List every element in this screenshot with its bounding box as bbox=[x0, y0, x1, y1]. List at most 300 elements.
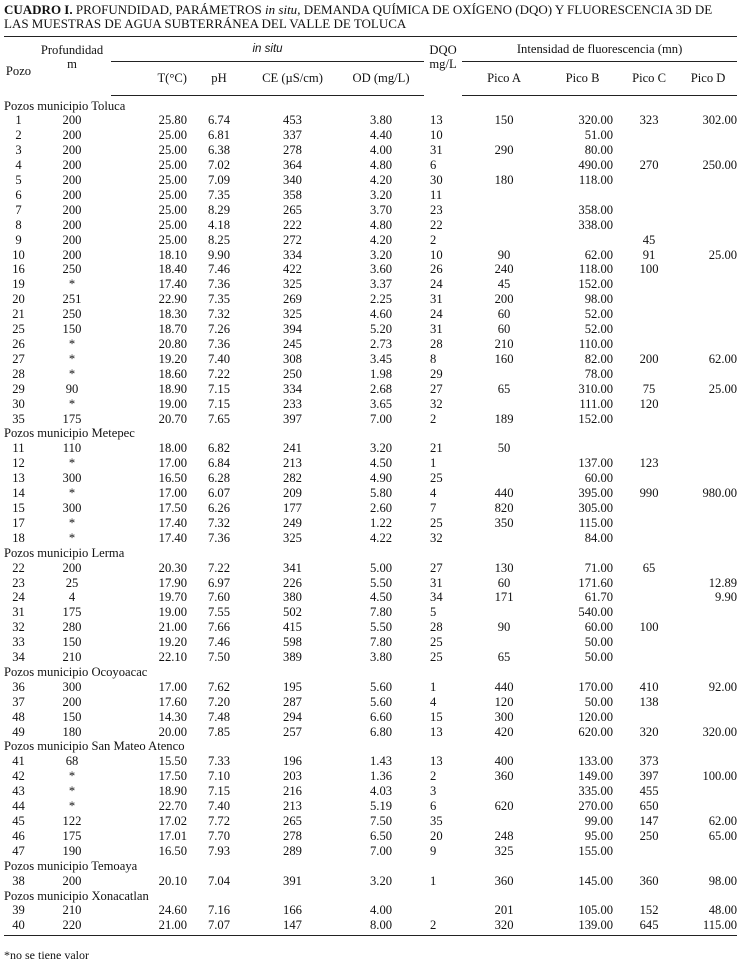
cell-dqo: 2 bbox=[430, 232, 437, 247]
cell-ph: 7.46 bbox=[207, 635, 231, 650]
cell-od: 7.80 bbox=[370, 605, 393, 620]
table-row bbox=[4, 337, 737, 352]
cell-pico-b: 50.00 bbox=[584, 694, 614, 709]
cell-pozo: 45 bbox=[12, 814, 25, 828]
cell-profundidad: 200 bbox=[62, 173, 82, 188]
cell-od: 3.70 bbox=[370, 202, 393, 217]
caption-text-after: , DEMANDA QUÍMICA DE OXÍGENO (DQO) Y FLUORESCENCIA 3D DE LAS MUESTRAS DE AGUA SUBTERRÁNEA DEL VALLE DE TOLUCA bbox=[4, 2, 713, 31]
cell-ce: 308 bbox=[283, 351, 302, 366]
cell-temperature: 17.00 bbox=[158, 456, 187, 471]
cell-dqo: 2 bbox=[430, 918, 437, 933]
cell-pico-a: 60 bbox=[497, 322, 511, 337]
table-row bbox=[4, 903, 737, 918]
cell-pico-b: 338.00 bbox=[578, 217, 614, 232]
cell-pico-c bbox=[619, 412, 679, 427]
header-pico-a: Pico A bbox=[462, 62, 546, 96]
table-body bbox=[4, 99, 737, 934]
cell-pozo: 31 bbox=[12, 605, 25, 620]
cell-pico-d bbox=[679, 277, 737, 292]
cell-ph: 6.38 bbox=[207, 143, 231, 158]
cell-pico-c: 250 bbox=[639, 828, 659, 843]
cell-ph: 7.15 bbox=[207, 396, 231, 411]
cell-temperature: 15.50 bbox=[158, 754, 187, 769]
cell-pico-c bbox=[619, 844, 679, 859]
table-row bbox=[4, 412, 737, 427]
cell-pozo: 13 bbox=[12, 471, 25, 486]
cell-pico-d bbox=[679, 412, 737, 427]
cell-pico-b: 71.00 bbox=[584, 560, 614, 575]
cell-pico-c: 45 bbox=[642, 232, 656, 247]
table-row bbox=[4, 799, 737, 814]
caption-text-before: PROFUNDIDAD, PARÁMETROS bbox=[75, 2, 262, 17]
cell-od: 6.80 bbox=[370, 724, 393, 739]
cell-profundidad: 200 bbox=[62, 694, 82, 709]
cell-od: 7.00 bbox=[370, 843, 393, 858]
cell-pico-b: 358.00 bbox=[578, 202, 614, 217]
cell-temperature: 25.00 bbox=[158, 143, 187, 158]
cell-ce: 397 bbox=[283, 411, 302, 426]
cell-pico-a: 60 bbox=[497, 575, 511, 590]
cell-pico-c bbox=[619, 501, 679, 516]
cell-dqo: 29 bbox=[430, 366, 443, 381]
cell-pico-a bbox=[462, 158, 546, 173]
cell-dqo: 2 bbox=[430, 769, 437, 784]
cell-pico-d bbox=[679, 754, 737, 769]
cell-ce: 282 bbox=[283, 471, 302, 486]
caption-text-italic: in situ bbox=[265, 2, 298, 17]
cell-ph: 7.09 bbox=[207, 173, 231, 188]
cell-ph: 7.04 bbox=[207, 873, 231, 888]
cell-pico-a: 400 bbox=[494, 754, 514, 769]
cell-pozo: 40 bbox=[12, 918, 25, 933]
table-row bbox=[4, 456, 737, 471]
cell-pico-b: 62.00 bbox=[584, 247, 614, 262]
cell-od: 2.73 bbox=[370, 337, 393, 351]
cell-ph: 7.46 bbox=[207, 262, 231, 277]
cell-od: 3.20 bbox=[370, 247, 393, 262]
cell-profundidad: 200 bbox=[62, 247, 82, 262]
cell-pico-c bbox=[619, 516, 679, 531]
cell-profundidad: 300 bbox=[62, 471, 82, 486]
cell-od: 7.80 bbox=[370, 635, 393, 650]
cell-ce: 213 bbox=[283, 799, 302, 814]
cell-pico-a: 180 bbox=[494, 173, 514, 188]
cell-pozo: 17 bbox=[12, 515, 25, 530]
cell-ph: 9.90 bbox=[207, 247, 231, 262]
table-caption bbox=[4, 0, 737, 31]
cell-temperature: 25.00 bbox=[158, 128, 187, 143]
cell-pico-d bbox=[679, 501, 737, 516]
cell-pico-c bbox=[619, 322, 679, 337]
cell-pico-c bbox=[619, 531, 679, 546]
cell-profundidad: * bbox=[68, 784, 76, 799]
cell-pozo: 5 bbox=[15, 173, 22, 188]
cell-temperature: 18.60 bbox=[158, 366, 187, 381]
cell-pico-b: 52.00 bbox=[584, 322, 614, 337]
cell-pico-c bbox=[619, 307, 679, 322]
cell-od: 3.20 bbox=[370, 441, 393, 456]
cell-pico-d: 320.00 bbox=[702, 724, 738, 739]
cell-pico-c: 200 bbox=[639, 351, 659, 366]
cell-dqo: 9 bbox=[430, 843, 437, 858]
cell-ce: 213 bbox=[283, 456, 302, 471]
cell-pozo: 15 bbox=[12, 500, 25, 515]
cell-temperature: 24.60 bbox=[158, 903, 187, 918]
cell-od: 2.25 bbox=[370, 292, 393, 307]
cell-profundidad: 200 bbox=[62, 113, 82, 128]
cell-od: 1.36 bbox=[370, 769, 393, 784]
cell-ce: 358 bbox=[283, 187, 302, 202]
cell-temperature: 25.00 bbox=[158, 187, 187, 202]
data-table bbox=[4, 36, 737, 936]
cell-pico-d: 115.00 bbox=[702, 918, 738, 933]
cell-pico-d: 62.00 bbox=[708, 814, 738, 828]
cell-profundidad: 250 bbox=[62, 307, 82, 322]
cell-ph: 7.70 bbox=[207, 828, 231, 843]
cell-ph: 7.36 bbox=[207, 277, 231, 292]
cell-pico-a: 120 bbox=[494, 694, 514, 709]
cell-pico-a: 60 bbox=[497, 307, 511, 322]
cell-pico-b: 51.00 bbox=[584, 128, 614, 143]
cell-pico-b: 52.00 bbox=[584, 307, 614, 322]
cell-profundidad: * bbox=[68, 277, 76, 292]
cell-ph: 7.15 bbox=[207, 784, 231, 799]
cell-temperature: 17.50 bbox=[158, 769, 187, 784]
cell-dqo: 32 bbox=[430, 396, 443, 411]
cell-od: 7.50 bbox=[370, 814, 393, 828]
cell-temperature: 17.01 bbox=[158, 828, 187, 843]
cell-ce: 209 bbox=[283, 486, 302, 501]
cell-ce: 195 bbox=[283, 679, 302, 694]
cell-ph: 7.36 bbox=[207, 337, 231, 351]
cell-pico-c: 373 bbox=[639, 754, 659, 769]
cell-pico-b: 115.00 bbox=[578, 515, 614, 530]
cell-temperature: 17.90 bbox=[158, 575, 187, 590]
cell-pico-d bbox=[679, 188, 737, 203]
cell-ce: 340 bbox=[283, 173, 302, 188]
cell-od: 4.20 bbox=[370, 232, 393, 247]
cell-pico-b: 60.00 bbox=[584, 620, 614, 635]
cell-pico-c bbox=[619, 277, 679, 292]
cell-pozo: 29 bbox=[12, 381, 25, 396]
cell-ph: 7.10 bbox=[207, 769, 231, 784]
cell-pico-c: 91 bbox=[642, 247, 656, 262]
cell-profundidad: 300 bbox=[62, 500, 82, 515]
cell-profundidad: 200 bbox=[62, 128, 82, 143]
cell-dqo: 24 bbox=[430, 277, 443, 292]
cell-ph: 7.65 bbox=[207, 411, 231, 426]
cell-ph: 8.25 bbox=[207, 232, 231, 247]
cell-pico-b: 105.00 bbox=[578, 903, 614, 918]
cell-pico-c: 100 bbox=[639, 620, 659, 635]
cell-dqo: 7 bbox=[430, 500, 437, 515]
table-row bbox=[4, 397, 737, 412]
cell-temperature: 25.00 bbox=[158, 232, 187, 247]
cell-dqo: 4 bbox=[430, 694, 437, 709]
cell-profundidad: 200 bbox=[62, 187, 82, 202]
cell-od: 5.60 bbox=[370, 694, 393, 709]
cell-dqo: 31 bbox=[430, 143, 443, 158]
cell-pico-b: 395.00 bbox=[578, 486, 614, 501]
cell-profundidad: 68 bbox=[65, 754, 79, 769]
cell-ce: 380 bbox=[283, 590, 302, 605]
cell-od: 2.60 bbox=[370, 500, 393, 515]
cell-ce: 334 bbox=[283, 381, 302, 396]
cell-dqo: 11 bbox=[430, 187, 443, 202]
table-row bbox=[4, 829, 737, 844]
cell-pico-b: 152.00 bbox=[578, 277, 614, 292]
cell-profundidad: 220 bbox=[62, 918, 82, 933]
cell-pico-b: 120.00 bbox=[578, 709, 614, 724]
table-row bbox=[4, 680, 737, 695]
cell-ph: 7.16 bbox=[207, 903, 231, 918]
cell-pozo: 33 bbox=[12, 635, 25, 650]
cell-ph: 7.15 bbox=[207, 381, 231, 396]
cell-pozo: 34 bbox=[12, 650, 25, 665]
cell-ce: 598 bbox=[283, 635, 302, 650]
cell-od: 4.22 bbox=[370, 530, 393, 545]
group-row bbox=[4, 99, 737, 114]
cell-dqo: 21 bbox=[430, 441, 443, 456]
cell-dqo: 10 bbox=[430, 247, 443, 262]
table-row bbox=[4, 471, 737, 486]
cell-od: 4.00 bbox=[370, 143, 393, 158]
cell-dqo: 13 bbox=[430, 754, 443, 769]
cell-pico-b: 82.00 bbox=[584, 351, 614, 366]
cell-ce: 269 bbox=[283, 292, 302, 307]
cell-ph: 7.62 bbox=[207, 679, 231, 694]
cell-pico-c bbox=[619, 292, 679, 307]
cell-pico-d bbox=[679, 710, 737, 725]
table-row bbox=[4, 322, 737, 337]
cell-pico-a: 290 bbox=[494, 143, 514, 158]
cell-dqo: 24 bbox=[430, 307, 443, 322]
cell-od: 8.00 bbox=[370, 918, 393, 933]
cell-pico-d: 92.00 bbox=[708, 679, 738, 694]
cell-temperature: 25.00 bbox=[158, 202, 187, 217]
cell-pozo: 47 bbox=[12, 843, 25, 858]
cell-pico-c: 320 bbox=[639, 724, 659, 739]
cell-pico-a: 90 bbox=[497, 620, 511, 635]
cell-pozo: 11 bbox=[12, 441, 25, 456]
cell-od: 4.80 bbox=[370, 158, 393, 173]
table-row bbox=[4, 128, 737, 143]
cell-pico-d bbox=[679, 397, 737, 412]
cell-pico-a bbox=[462, 367, 546, 382]
cell-ce: 166 bbox=[283, 903, 302, 918]
table-row bbox=[4, 814, 737, 829]
cell-pozo: 35 bbox=[12, 411, 25, 426]
cell-pozo: 41 bbox=[12, 754, 25, 769]
cell-pico-d: 98.00 bbox=[708, 873, 738, 888]
cell-od: 4.60 bbox=[370, 307, 393, 322]
cell-dqo: 27 bbox=[430, 560, 443, 575]
cell-od: 5.19 bbox=[370, 799, 393, 814]
cell-pico-d: 302.00 bbox=[702, 113, 738, 128]
cell-ph: 7.85 bbox=[207, 724, 231, 739]
table-row bbox=[4, 143, 737, 158]
table-row bbox=[4, 844, 737, 859]
cell-pico-c bbox=[619, 337, 679, 352]
cell-ce: 364 bbox=[283, 158, 302, 173]
cell-profundidad: 210 bbox=[62, 903, 82, 918]
cell-pico-c: 397 bbox=[639, 769, 659, 784]
cell-ph: 7.55 bbox=[207, 605, 231, 620]
cell-pico-a: 50 bbox=[497, 441, 511, 456]
cell-ph: 6.07 bbox=[207, 486, 231, 501]
cell-ph: 7.93 bbox=[207, 843, 231, 858]
cell-profundidad: 200 bbox=[62, 202, 82, 217]
cell-temperature: 21.00 bbox=[158, 918, 187, 933]
cell-pico-b: 139.00 bbox=[578, 918, 614, 933]
cell-pico-b: 133.00 bbox=[578, 754, 614, 769]
group-label: Pozos municipio Metepec bbox=[4, 426, 135, 441]
cell-ph: 7.40 bbox=[207, 799, 231, 814]
cell-pico-a: 171 bbox=[494, 590, 514, 605]
cell-ce: 294 bbox=[283, 709, 302, 724]
cell-temperature: 25.00 bbox=[158, 158, 187, 173]
cell-ce: 249 bbox=[283, 515, 302, 530]
cell-profundidad: 200 bbox=[62, 873, 82, 888]
cell-temperature: 17.40 bbox=[158, 515, 187, 530]
cell-pico-c: 270 bbox=[639, 158, 659, 173]
cell-od: 4.90 bbox=[370, 471, 393, 486]
cell-profundidad: 122 bbox=[62, 814, 82, 828]
cell-pico-a: 160 bbox=[494, 351, 514, 366]
cell-pozo: 8 bbox=[15, 217, 22, 232]
cell-od: 6.50 bbox=[370, 828, 393, 843]
cell-temperature: 19.20 bbox=[158, 635, 187, 650]
cell-pico-a: 420 bbox=[494, 724, 514, 739]
cell-temperature: 20.10 bbox=[158, 873, 187, 888]
table-row bbox=[4, 650, 737, 665]
cell-pico-a: 45 bbox=[497, 277, 511, 292]
cell-pozo: 22 bbox=[12, 560, 25, 575]
cell-temperature: 20.00 bbox=[158, 724, 187, 739]
cell-dqo: 35 bbox=[430, 814, 443, 828]
table-row bbox=[4, 874, 737, 889]
cell-ph: 7.50 bbox=[207, 650, 231, 665]
cell-pozo: 28 bbox=[12, 366, 25, 381]
cell-profundidad: 90 bbox=[65, 381, 79, 396]
table-row bbox=[4, 382, 737, 397]
cell-pico-a: 820 bbox=[494, 500, 514, 515]
cell-profundidad: 175 bbox=[62, 605, 82, 620]
cell-ce: 422 bbox=[283, 262, 302, 277]
group-row bbox=[4, 546, 737, 561]
cell-pozo: 7 bbox=[15, 202, 22, 217]
cell-profundidad: * bbox=[68, 769, 76, 784]
cell-pico-d: 100.00 bbox=[702, 769, 738, 784]
group-row bbox=[4, 665, 737, 680]
cell-pozo: 25 bbox=[12, 322, 25, 337]
cell-ph: 7.48 bbox=[207, 709, 231, 724]
table-row bbox=[4, 486, 737, 501]
cell-dqo: 2 bbox=[430, 411, 437, 426]
cell-pico-d bbox=[679, 635, 737, 650]
cell-pico-c bbox=[619, 367, 679, 382]
table-row bbox=[4, 501, 737, 516]
cell-ph: 7.32 bbox=[207, 307, 231, 322]
cell-pico-b: 60.00 bbox=[584, 471, 614, 486]
table-row bbox=[4, 307, 737, 322]
cell-pozo: 9 bbox=[15, 232, 22, 247]
cell-ce: 337 bbox=[283, 128, 302, 143]
cell-pico-a: 300 bbox=[494, 709, 514, 724]
cell-pico-d bbox=[679, 650, 737, 665]
cell-temperature: 22.70 bbox=[158, 799, 187, 814]
cell-od: 1.43 bbox=[370, 754, 393, 769]
cell-od: 4.40 bbox=[370, 128, 393, 143]
cell-ce: 233 bbox=[283, 396, 302, 411]
cell-pico-a bbox=[462, 471, 546, 486]
cell-dqo: 30 bbox=[430, 173, 443, 188]
cell-pico-c bbox=[619, 635, 679, 650]
cell-ph: 7.26 bbox=[207, 322, 231, 337]
cell-pico-a: 150 bbox=[494, 113, 514, 128]
cell-temperature: 17.02 bbox=[158, 814, 187, 828]
cell-pozo: 19 bbox=[12, 277, 25, 292]
cell-pico-d: 980.00 bbox=[702, 486, 738, 501]
cell-pico-c: 990 bbox=[639, 486, 659, 501]
cell-pico-b: 50.00 bbox=[584, 635, 614, 650]
cell-ce: 222 bbox=[283, 217, 302, 232]
cell-pico-b: 98.00 bbox=[584, 292, 614, 307]
header-pico-c: Pico C bbox=[619, 62, 679, 96]
cell-ph: 7.07 bbox=[207, 918, 231, 933]
cell-od: 5.80 bbox=[370, 486, 393, 501]
cell-dqo: 25 bbox=[430, 515, 443, 530]
cell-temperature: 16.50 bbox=[158, 843, 187, 858]
table-header bbox=[4, 37, 737, 99]
cell-pozo: 32 bbox=[12, 620, 25, 635]
cell-temperature: 14.30 bbox=[158, 709, 187, 724]
table-row bbox=[4, 635, 737, 650]
cell-dqo: 20 bbox=[430, 828, 443, 843]
cell-pico-d bbox=[679, 441, 737, 456]
cell-pozo: 27 bbox=[12, 351, 25, 366]
cell-ce: 265 bbox=[283, 202, 302, 217]
cell-dqo: 34 bbox=[430, 590, 443, 605]
table-row bbox=[4, 590, 737, 605]
cell-ce: 502 bbox=[283, 605, 302, 620]
table-row bbox=[4, 695, 737, 710]
cell-pozo: 43 bbox=[12, 784, 25, 799]
group-label: Pozos municipio San Mateo Atenco bbox=[4, 739, 185, 754]
cell-profundidad: * bbox=[68, 486, 76, 501]
cell-od: 4.00 bbox=[370, 903, 393, 918]
table-row bbox=[4, 292, 737, 307]
cell-pico-c bbox=[619, 605, 679, 620]
table-row bbox=[4, 531, 737, 546]
cell-pico-b: 110.00 bbox=[578, 337, 614, 351]
cell-profundidad: * bbox=[68, 799, 76, 814]
group-label: Pozos municipio Xonacatlan bbox=[4, 888, 149, 903]
header-dqo-unit: mg/L bbox=[429, 57, 457, 71]
header-dqo bbox=[424, 37, 462, 96]
table-row bbox=[4, 784, 737, 799]
cell-pico-d: 25.00 bbox=[708, 381, 738, 396]
cell-pico-c: 123 bbox=[639, 456, 659, 471]
cell-pico-a: 350 bbox=[494, 515, 514, 530]
cell-ph: 6.82 bbox=[207, 441, 231, 456]
cell-pico-c bbox=[619, 173, 679, 188]
cell-profundidad: 175 bbox=[62, 828, 82, 843]
cell-temperature: 20.80 bbox=[158, 337, 187, 351]
cell-ce: 177 bbox=[283, 500, 302, 515]
table-row bbox=[4, 218, 737, 233]
cell-temperature: 17.40 bbox=[158, 530, 187, 545]
